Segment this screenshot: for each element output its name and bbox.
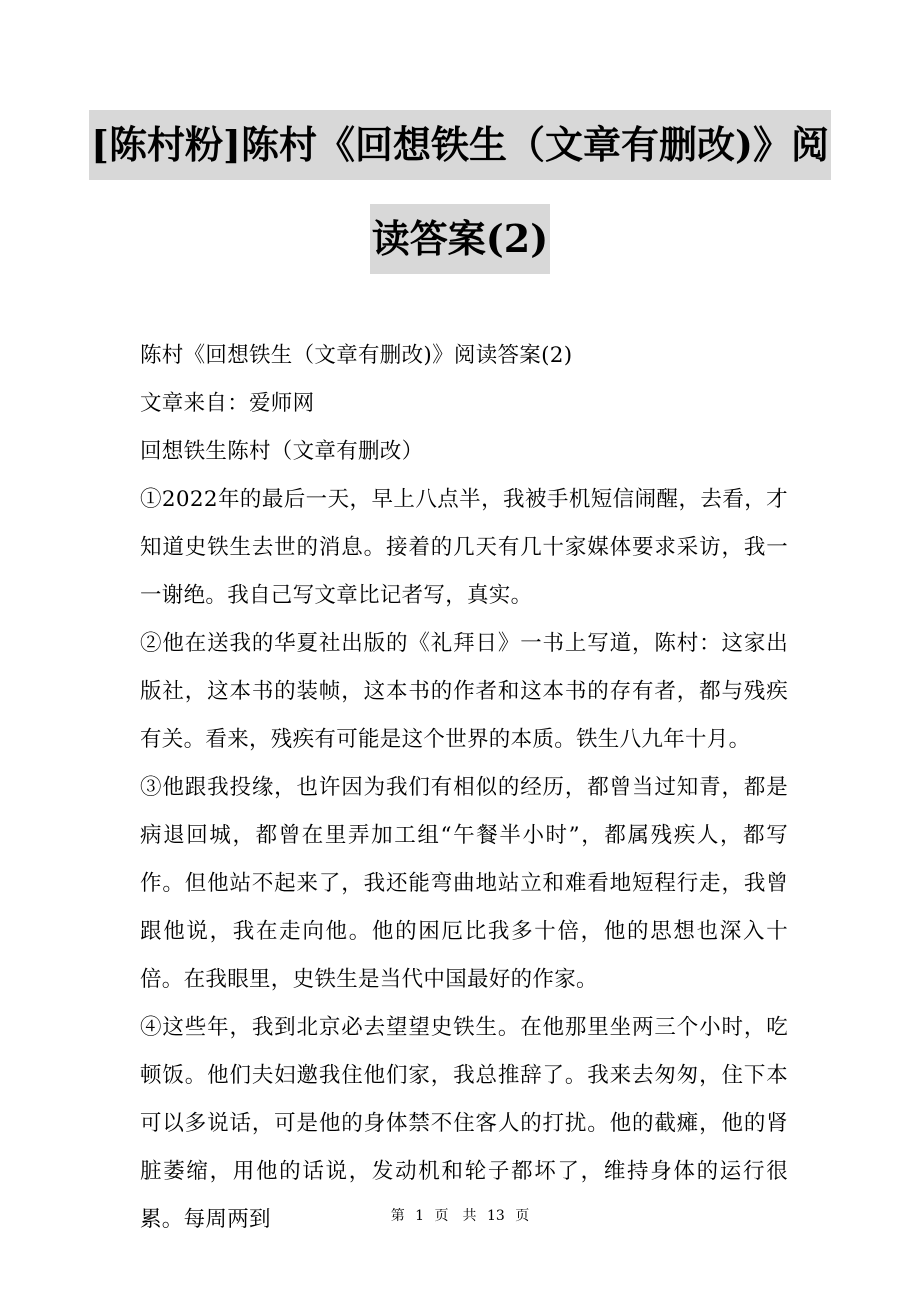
document-title [0, 110, 920, 274]
paragraph-1: ①2022年的最后一天，早上八点半，我被手机短信闹醒，去看，才知道史铁生去世的消息。接着的几天有几十家媒体要求采访，我一一谢绝。我自己写文章比记者写，真实。 [140, 487, 788, 608]
paragraph-3: ③他跟我投缘，也许因为我们有相似的经历，都曾当过知青，都是病退回城，都曾在里弄加工组“午餐半小时”，都属残疾人，都写作。但他站不起来了，我还能弯曲地站立和难看地短程行走，我曾跟他说，我在走向他。他的困厄比我多十倍，他的思想也深入十倍。在我眼里，史铁生是当代中国最好的作家。 [140, 775, 788, 992]
paragraph-source-title: 陈村《回想铁生（文章有删改)》阅读答案(2) [140, 343, 573, 368]
title-line-1: [陈村粉]陈村《回想铁生（文章有删改)》阅 [89, 110, 831, 180]
paragraph-article-title: 回想铁生陈村（文章有删改） [140, 439, 424, 464]
title-line-2: 读答案(2) [370, 204, 550, 274]
page-footer: 第 1 页 共 13 页 [390, 1208, 530, 1224]
document-body [140, 332, 788, 1244]
paragraph-4: ④这些年，我到北京必去望望史铁生。在他那里坐两三个小时，吃顿饭。他们夫妇邀我住他们家，我总推辞了。我来去匆匆，住下本可以多说话，可是他的身体禁不住客人的打扰。他的截瘫，他的肾脏萎缩，用他的话说，发动机和轮子都坏了，维持身体的运行很累。每周两到 [140, 1015, 788, 1232]
paragraph-2: ②他在送我的华夏社出版的《礼拜日》一书上写道，陈村：这家出版社，这本书的装帧，这本书的作者和这本书的存有者，都与残疾有关。看来，残疾有可能是这个世界的本质。铁生八九年十月。 [140, 631, 788, 752]
paragraph-source: 文章来自：爱师网 [140, 391, 315, 416]
